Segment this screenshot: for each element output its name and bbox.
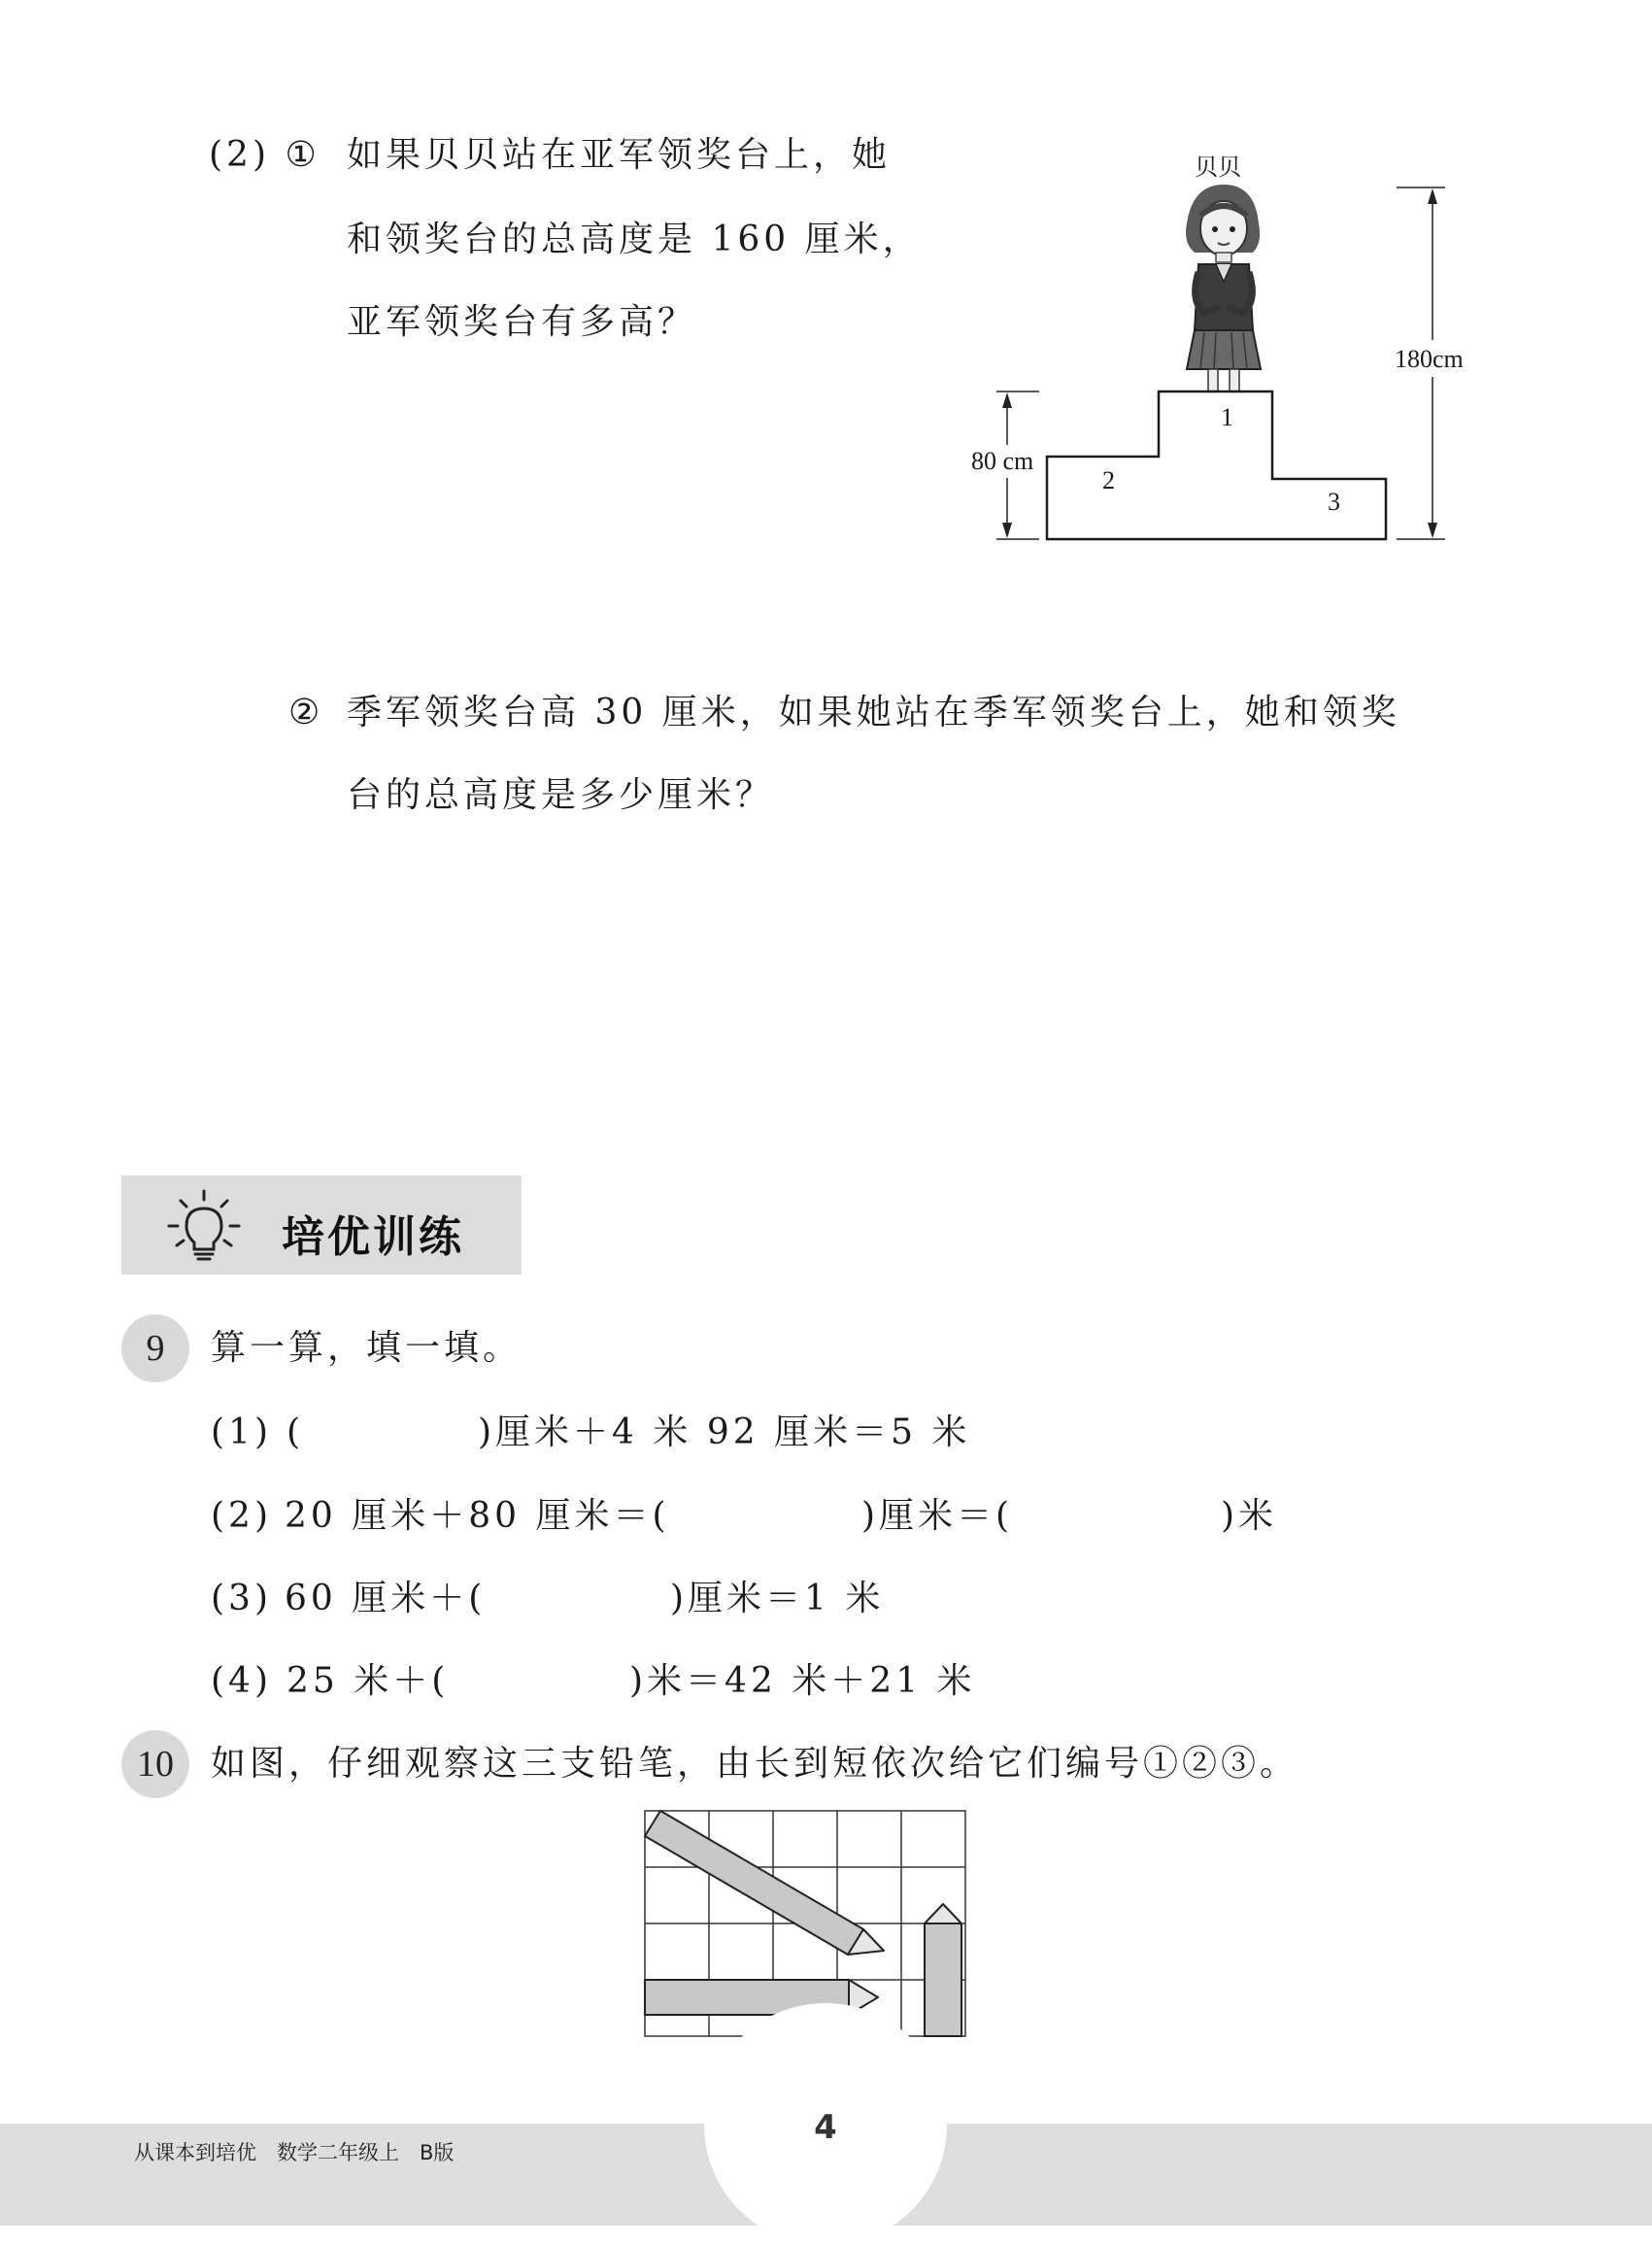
pencil-diagonal	[645, 1811, 884, 1955]
podium-outline	[1047, 391, 1386, 539]
problem-9-item-4-part-1: 25 米＋(	[287, 1661, 450, 1701]
podium-figure	[961, 136, 1486, 554]
sub-question-1-line-3: 亚军领奖台有多高？	[347, 302, 697, 342]
problem-10-instruction: 如图，仔细观察这三支铅笔，由长到短依次给它们编号①②③。	[211, 1744, 1299, 1784]
problem-9-item-3-part-2: )厘米＝1 米	[670, 1579, 885, 1618]
problem-9-number-badge: 9	[121, 1314, 189, 1382]
problem-9-item-2-label: (2)	[211, 1496, 272, 1536]
problem-9-item-3-label: (3)	[211, 1579, 272, 1618]
podium-place-2-label: 2	[1102, 466, 1115, 494]
girl-name-label: 贝贝	[1195, 153, 1241, 181]
problem-9-item-1-label: (1)	[211, 1412, 272, 1452]
problem-9-item-2-part-2: )厘米＝(	[861, 1496, 1014, 1536]
problem-10-number-badge: 10	[121, 1730, 189, 1798]
book-title: 从课本到培优 数学二年级上 B版	[134, 2141, 455, 2164]
section-title: 培优训练	[282, 1212, 464, 1262]
sub-question-1-line-1: 如果贝贝站在亚军领奖台上，她	[347, 135, 892, 175]
problem-9-item-2-part-1: 20 厘米＋80 厘米＝(	[285, 1496, 670, 1536]
girl-illustration	[1186, 185, 1261, 405]
podium-height-label: 80 cm	[971, 447, 1034, 475]
total-height-label: 180cm	[1395, 345, 1464, 373]
podium-place-1-label: 1	[1221, 403, 1233, 431]
sub-question-1-label: (2) ①	[209, 135, 320, 175]
sub-question-1-line-2: 和领奖台的总高度是 160 厘米，	[347, 220, 922, 259]
sub-question-2-line-2: 台的总高度是多少厘米？	[347, 775, 775, 815]
podium-place-3-label: 3	[1328, 488, 1340, 516]
problem-9-item-1-part-1: (	[287, 1412, 305, 1452]
problem-9-instruction: 算一算，填一填。	[211, 1328, 523, 1368]
sub-question-2-label: ②	[288, 693, 324, 732]
pencil-vertical	[925, 1904, 961, 2036]
problem-9-item-2-part-3: )米	[1221, 1496, 1278, 1536]
problem-9-item-1-part-2: )厘米＋4 米 92 厘米＝5 米	[478, 1412, 971, 1452]
problem-9-item-4-part-2: )米＝42 米＋21 米	[629, 1661, 976, 1701]
problem-9-item-3-part-1: 60 厘米＋(	[285, 1579, 487, 1618]
lightbulb-icon	[165, 1187, 243, 1265]
page-number: 4	[814, 2108, 837, 2147]
problem-9-item-4-label: (4)	[211, 1661, 272, 1701]
sub-question-2-line-1: 季军领奖台高 30 厘米，如果她站在季军领奖台上，她和领奖	[347, 693, 1400, 732]
